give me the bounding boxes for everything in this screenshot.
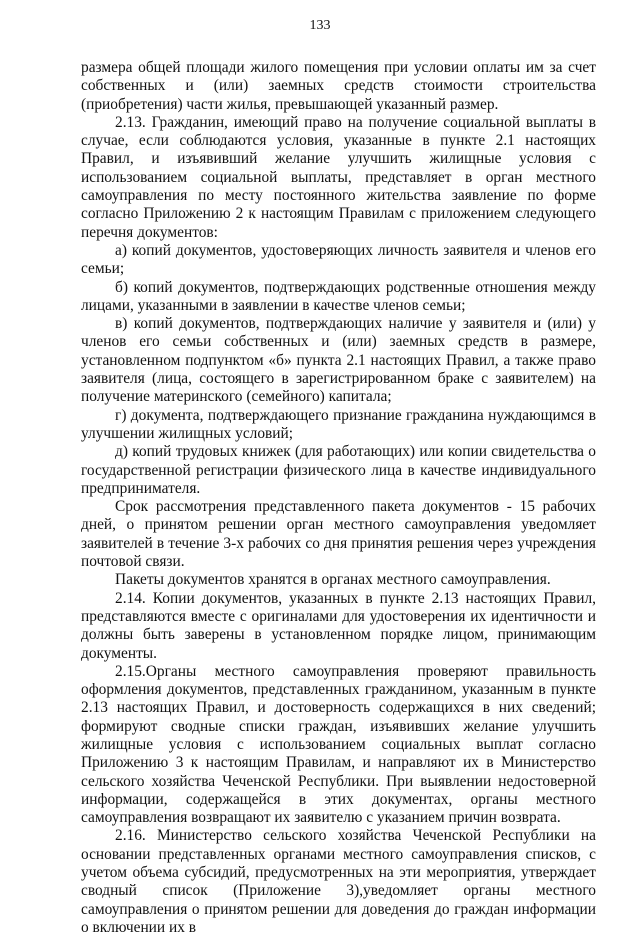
list-item-a: а) копий документов, удостоверяющих личность заявителя и членов его семьи; [81, 241, 596, 278]
list-item-b: б) копий документов, подтверждающих родственные отношения между лицами, указанными в заявлении в качестве членов семьи; [81, 278, 596, 314]
page-number: 133 [309, 18, 331, 33]
paragraph-2-15: 2.15.Органы местного самоуправления проверяют правильность оформления документов, представленных гражданином, указанным в пункте 2.13 настоящих Правил, и достоверность содержащихся в них сведений; формируют сводные списки граждан, изъявивших желание улучшить жилищные условия с использованием социальных выплат согласно Приложению 3 к настоящим Правилам, и направляют их в Министерство сельского хозяйства Чеченской Республики. При выявлении недостоверной информации, содержащейся в этих документах, органы местного самоуправления возвращают их заявителю с указанием причин возврата. [81, 662, 596, 827]
paragraph-storage: Пакеты документов хранятся в органах местного самоуправления. [115, 571, 551, 589]
paragraph-review-period: Срок рассмотрения представленного пакета документов - 15 рабочих дней, о принятом решении орган местного самоуправления уведомляет заявителей в течение 3-х рабочих со дня принятия решения через учреждения почтовой связи. [81, 498, 596, 571]
list-item-g: г) документа, подтверждающего признание гражданина нуждающимся в улучшении жилищных условий; [81, 406, 596, 442]
paragraph-2-16: 2.16. Министерство сельского хозяйства Чеченской Республики на основании представленных органами местного самоуправления списков, с учетом объема субсидий, предусмотренных на эти мероприятия, утверждает сводный список (Приложение 3),уведомляет органы местного самоуправления о принятом решении для доведения до граждан информации о включении их в [81, 827, 596, 936]
paragraph-continuation: размера общей площади жилого помещения при условии оплаты им за счет собственных и (или) заемных средств стоимости строительства (приобретения) части жилья, превышающей указанный размер. [81, 59, 596, 113]
paragraph-2-13: 2.13. Гражданин, имеющий право на получение социальной выплаты в случае, если соблюдаются условия, указанные в пункте 2.1 настоящих Правил, и изъявивший желание улучшить жилищные условия с использованием социальной выплаты, представляет в орган местного самоуправления по месту постоянного жительства заявление по форме согласно Приложению 2 к настоящим Правилам с приложением следующего перечня документов: [81, 113, 596, 241]
list-item-v: в) копий документов, подтверждающих наличие у заявителя и (или) у членов его семьи собственных и (или) заемных средств в размере, установленном подпунктом «б» пункта 2.1 настоящих Правил, а также право заявителя (лица, состоящего в зарегистрированном браке с заявителем) на получение материнского (семейного) капитала; [81, 315, 596, 406]
paragraph-2-14: 2.14. Копии документов, указанных в пункте 2.13 настоящих Правил, представляются вместе с оригиналами для удостоверения их идентичности и должны быть заверены в установленном порядке лицом, принимающим документы. [81, 589, 596, 662]
document-body [81, 59, 596, 937]
list-item-d: д) копий трудовых книжек (для работающих) или копии свидетельства о государственной регистрации физического лица в качестве индивидуального предпринимателя. [81, 443, 596, 497]
